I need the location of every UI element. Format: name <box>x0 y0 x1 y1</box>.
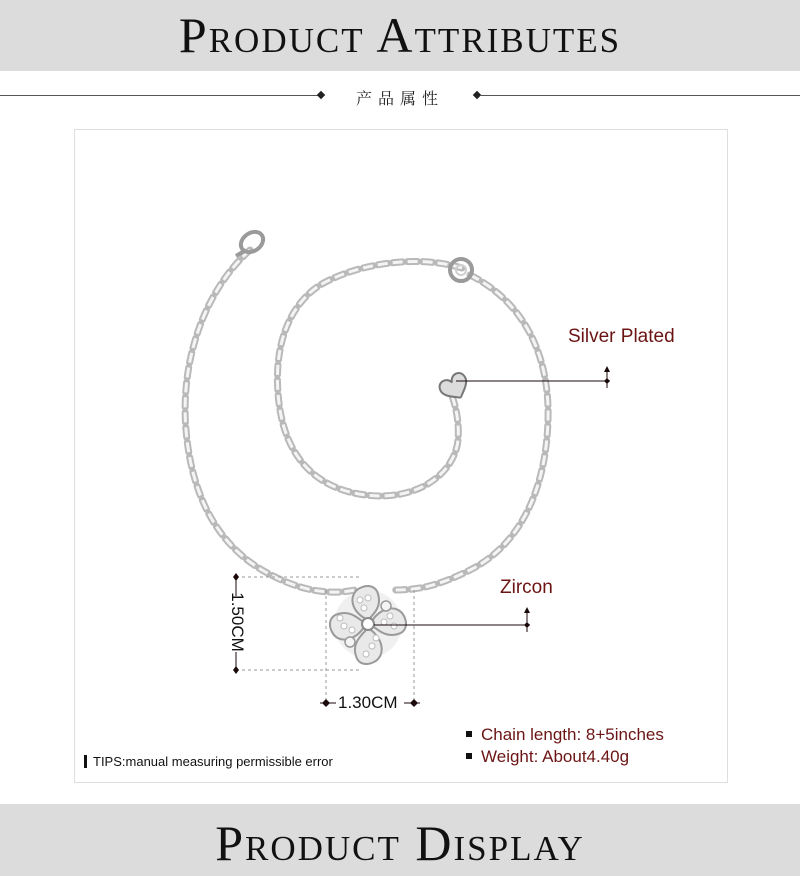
spec-weight: Weight: About4.40g <box>466 747 629 767</box>
spec-chain-length: Chain length: 8+5inches <box>466 725 664 745</box>
bullet-icon <box>466 731 472 737</box>
tips-note: TIPS:manual measuring permissible error <box>84 754 333 769</box>
section-title: Product Display <box>215 815 585 871</box>
section-subtitle: 产品属性 <box>355 89 444 108</box>
dimension-height-label: 1.50CM <box>228 592 247 652</box>
section-title: Product Attributes <box>178 7 622 63</box>
footer-banner <box>0 804 800 876</box>
dimension-width-label: 1.30CM <box>338 693 398 712</box>
bullet-icon <box>466 753 472 759</box>
label-silver-plated: Silver Plated <box>568 326 675 347</box>
silver-plated-pointer <box>456 366 610 388</box>
label-zircon: Zircon <box>500 577 553 598</box>
bar-icon <box>84 755 87 768</box>
clasp-icon <box>236 228 267 257</box>
